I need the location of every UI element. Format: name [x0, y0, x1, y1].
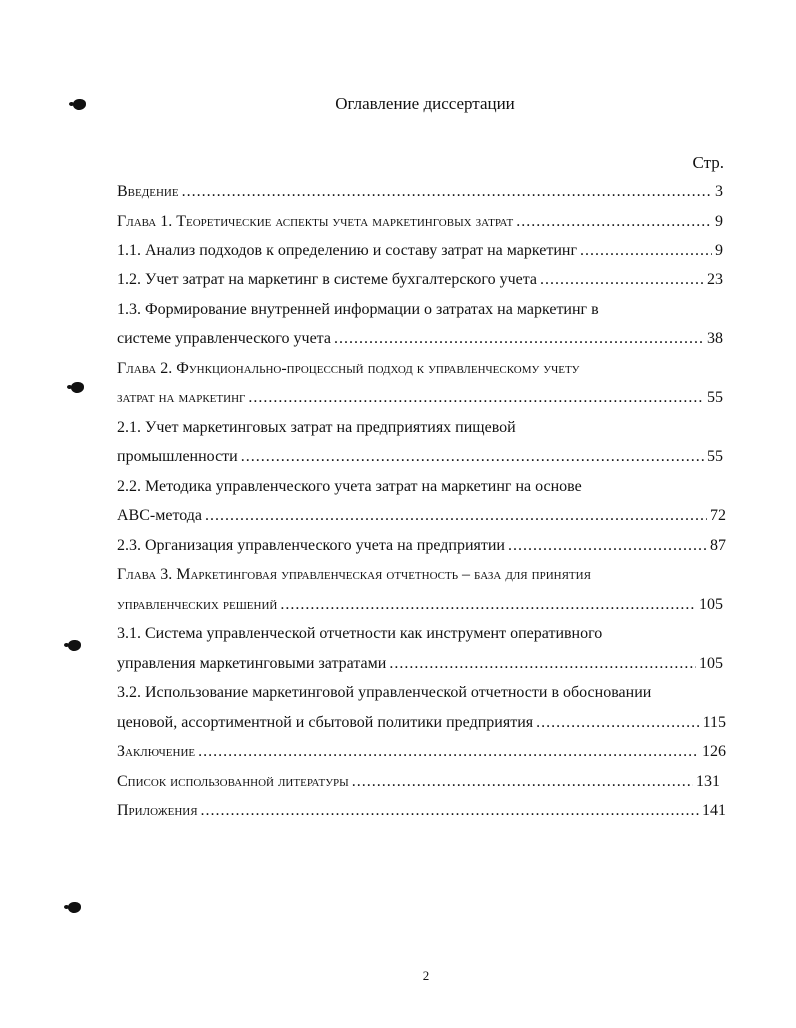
toc-entry-conclusion[interactable]: Заключение ..... 126: [117, 740, 726, 764]
toc-page-number: 3: [715, 183, 723, 200]
punch-hole-mark: [68, 902, 81, 913]
toc-entry-references[interactable]: Список использованной литературы ..... 131: [117, 770, 720, 794]
toc-page-number: 115: [702, 714, 726, 731]
toc-entry-chapter-1[interactable]: Глава 1. Теоретические аспекты учета маркетинговых затрат ..... 9: [117, 210, 723, 234]
toc-entry-section-2-3[interactable]: 2.3. Организация управленческого учета на предприятии ..... 87: [117, 534, 726, 558]
toc-page-number: 9: [715, 242, 723, 259]
toc-entry-section-3-2-line1[interactable]: 3.2. Использование маркетинговой управленческой отчетности в обосновании: [117, 684, 652, 701]
toc-page-number: 105: [699, 655, 723, 672]
page-number: 2: [422, 968, 430, 983]
page-column-label: Стр.: [692, 153, 724, 172]
punch-hole-mark: [71, 382, 84, 393]
toc-entry-section-1-3-line1[interactable]: 1.3. Формирование внутренней информации о затратах на маркетинг в: [117, 301, 599, 318]
toc-entry-chapter-2[interactable]: затрат на маркетинг ..... 55: [117, 386, 723, 410]
toc-entry-section-3-2[interactable]: ценовой, ассортиментной и сбытовой политики предприятия ..... 115: [117, 711, 726, 735]
toc-entry-section-3-1-line1[interactable]: 3.1. Система управленческой отчетности как инструмент оперативного: [117, 625, 603, 642]
toc-entry-chapter-3-line1[interactable]: Глава 3. Маркетинговая управленческая отчетность – база для принятия: [117, 566, 591, 583]
toc-page-number: 141: [702, 802, 726, 819]
toc-entry-section-1-1[interactable]: 1.1. Анализ подходов к определению и составу затрат на маркетинг ..... 9: [117, 239, 723, 263]
punch-hole-mark: [68, 640, 81, 651]
toc-entry-section-1-2[interactable]: 1.2. Учет затрат на маркетинг в системе бухгалтерского учета ..... 23: [117, 268, 723, 292]
toc-page-number: 131: [696, 773, 720, 790]
page-title: Оглавление диссертации: [335, 94, 515, 113]
toc-entry-chapter-2-line1[interactable]: Глава 2. Функционально-процессный подход к управленческому учету: [117, 360, 580, 377]
toc-entry-section-1-3[interactable]: системе управленческого учета ..... 38: [117, 327, 723, 351]
toc-page-number: 105: [699, 596, 723, 613]
toc-page-number: 87: [710, 537, 726, 554]
toc-page-number: 55: [707, 389, 723, 406]
toc-page-number: 23: [707, 271, 723, 288]
toc-entry-section-2-1[interactable]: промышленности ..... 55: [117, 445, 723, 469]
toc-page-number: 72: [710, 507, 726, 524]
toc-entry-section-2-2[interactable]: АВС-метода ..... 72: [117, 504, 726, 528]
toc-entry-appendices[interactable]: Приложения ..... 141: [117, 799, 726, 823]
toc-entry-section-2-1-line1[interactable]: 2.1. Учет маркетинговых затрат на предприятиях пищевой: [117, 419, 516, 436]
toc-page-number: 126: [702, 743, 726, 760]
toc-page-number: 9: [715, 213, 723, 230]
toc-entry-section-2-2-line1[interactable]: 2.2. Методика управленческого учета затрат на маркетинг на основе: [117, 478, 582, 495]
toc-page-number: 55: [707, 448, 723, 465]
toc-entry-intro[interactable]: Введение ..... 3: [117, 180, 723, 204]
toc-entry-section-3-1[interactable]: управления маркетинговыми затратами ..... 105: [117, 652, 723, 676]
toc-entry-chapter-3[interactable]: управленческих решений ..... 105: [117, 593, 723, 617]
toc-page-number: 38: [707, 330, 723, 347]
